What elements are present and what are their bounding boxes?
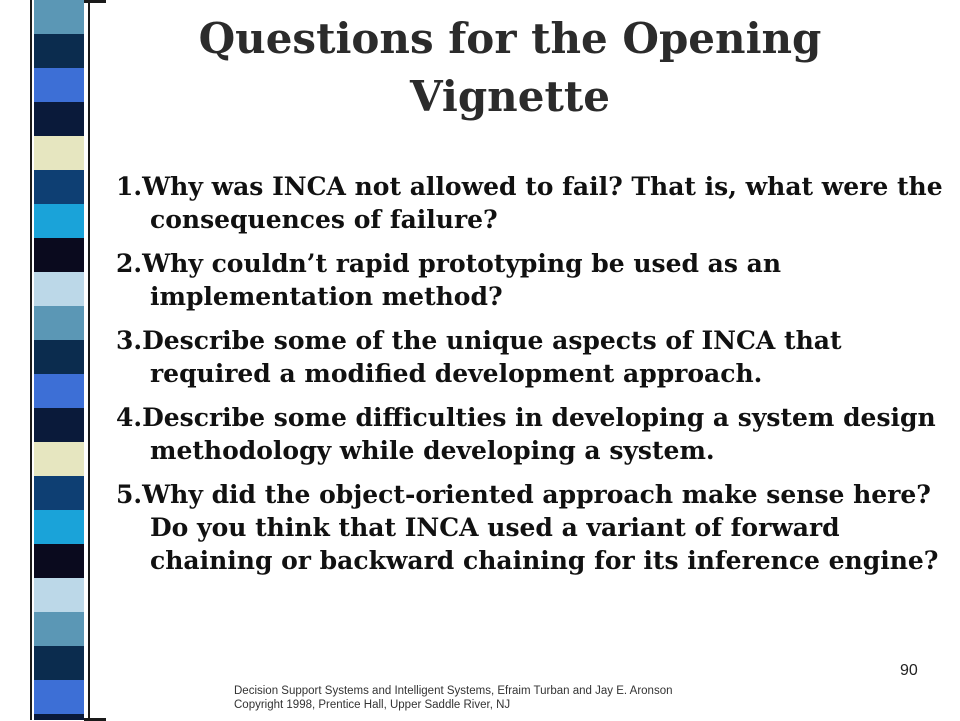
question-item-3: 3.Describe some of the unique aspects of INCA that required a modified development approach. [116,326,842,388]
slide-title: Questions for the Opening Vignette [198,14,822,121]
question-item-4: 4.Describe some difficulties in developing a system design methodology while developing a system. [116,403,936,465]
page-number: 90 [900,662,918,679]
stripe-block [34,442,84,476]
stripe-block [34,272,84,306]
stripe-block [34,204,84,238]
stripe-block [34,34,84,68]
right-rule-line [88,0,90,720]
stripe-block [34,340,84,374]
copyright-footer [234,684,673,712]
stripe-block [34,510,84,544]
stripe-block [34,714,84,720]
stripe-block [34,680,84,714]
stripe-block [34,306,84,340]
stripe-block [34,612,84,646]
stripe-block [34,68,84,102]
stripe-block [34,544,84,578]
question-item-1: 1.Why was INCA not allowed to fail? That is, what were the consequences of failure? [116,172,943,234]
footer-line-1: Decision Support Systems and Intelligent Systems, Efraim Turban and Jay E. Aronson [234,685,673,697]
stripe-block [34,0,84,34]
stripe-block [34,374,84,408]
stripe-block [34,102,84,136]
question-list [116,170,948,588]
left-rule-line [30,0,32,720]
stripe-tick [84,0,106,3]
stripe-block [34,646,84,680]
question-item-2: 2.Why couldn’t rapid prototyping be used as an implementation method? [116,249,782,311]
stripe-block [34,170,84,204]
stripe-block [34,238,84,272]
stripe-block [34,136,84,170]
stripe-block [34,408,84,442]
decorative-stripe-bar [34,0,84,720]
footer-line-2: Copyright 1998, Prentice Hall, Upper Saddle River, NJ [234,699,511,711]
stripe-block [34,578,84,612]
question-item-5: 5.Why did the object-oriented approach make sense here? Do you think that INCA used a variant of forward chaining or backward chaining for its inference engine? [116,480,939,575]
stripe-block [34,476,84,510]
